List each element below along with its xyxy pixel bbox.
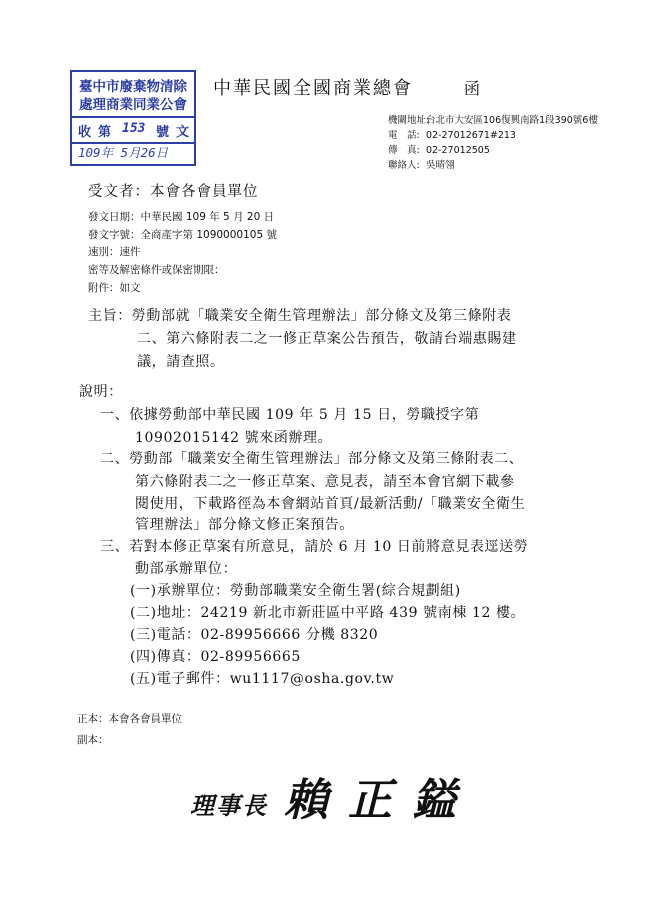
explanation-item-1-line-1: 一、依據勞動部中華民國 109 年 5 月 15 日，勞職授字第 <box>100 407 480 423</box>
explanation-item-2-line-1: 二、勞動部「職業安全衛生管理辦法」部分條文及第三條附表二、 <box>100 451 524 467</box>
signature-name: 賴正鎰 <box>284 775 476 826</box>
explanation-item-1-line-2: 10902015142 號來函辦理。 <box>135 430 333 446</box>
explanation-sub-1: (一)承辦單位：勞動部職業安全衛生署(綜合規劃組) <box>130 583 461 599</box>
explanation-item-2-line-4: 管理辦法」部分條文修正案預告。 <box>135 517 354 533</box>
original-recipients: 正本：本會各會員單位 <box>77 713 182 725</box>
explanation-item-3-line-1: 三、若對本修正草案有所意見，請於 6 月 10 日前將意見表逕送勞 <box>100 539 529 555</box>
stamp-number: 153 <box>122 121 146 136</box>
explanation-sub-4: (四)傳真：02-89956665 <box>130 649 301 665</box>
contact-fax-value: 02-27012505 <box>426 145 490 156</box>
issue-date: 發文日期：中華民國 109 年 5 月 20 日 <box>88 211 275 223</box>
stamp-receipt-row <box>72 116 194 144</box>
stamp-di: 第 <box>98 125 112 140</box>
subject-line-2: 二、第六條附表二之一修正草案公告預告，敬請台端惠賜建 <box>137 331 517 347</box>
stamp-wen: 文 <box>176 125 190 140</box>
explanation-item-2-line-2: 第六條附表二之一修正草案、意見表，請至本會官網下載參 <box>135 474 515 490</box>
copy-recipients: 副本： <box>77 734 109 746</box>
stamp-org-line1: 臺中市廢棄物清除 <box>79 79 187 95</box>
recipient: 受文者：本會各會員單位 <box>88 184 259 200</box>
signature-title: 理事長 <box>190 791 268 820</box>
contact-phone-label: 電 話: <box>388 130 420 141</box>
issue-number: 發文字號：全商產字第 1090000105 號 <box>88 229 277 241</box>
contact-person <box>388 157 455 171</box>
attachment: 附件：如文 <box>88 282 141 294</box>
contact-address <box>388 112 598 126</box>
explanation-sub-3: (三)電話：02-89956666 分機 8320 <box>130 627 379 643</box>
document-type: 函 <box>464 79 481 98</box>
speed: 速別：速件 <box>88 246 141 258</box>
explanation-item-2-line-3: 閱使用，下載路徑為本會網站首頁/最新活動/「職業安全衛生 <box>135 496 526 512</box>
stamp-org-line2: 處理商業同業公會 <box>79 97 187 113</box>
subject-line-1: 主旨：勞動部就「職業安全衛生管理辦法」部分條文及第三條附表 <box>88 308 512 324</box>
explanation-sub-5: (五)電子郵件：wu1117@osha.gov.tw <box>130 671 395 687</box>
stamp-hao: 號 <box>156 125 170 140</box>
subject-line-3: 議，請查照。 <box>137 354 225 370</box>
contact-fax <box>388 142 490 156</box>
contact-fax-label: 傳 真: <box>388 145 420 156</box>
security-level: 密等及解密條件或保密期限： <box>88 264 225 276</box>
contact-address-value: 台北市大安區106復興南路1段390號6樓 <box>426 115 598 126</box>
explanation-item-3-line-2: 動部承辦單位： <box>135 561 238 577</box>
issuing-organization: 中華民國全國商業總會 <box>213 78 413 99</box>
contact-address-label: 機關地址: <box>388 115 430 126</box>
receipt-stamp <box>70 70 196 166</box>
contact-phone <box>388 127 516 141</box>
contact-person-label: 聯絡人: <box>388 160 420 171</box>
stamp-date: 109年 5月26日 <box>78 145 169 160</box>
contact-phone-value: 02-27012671#213 <box>426 130 516 141</box>
contact-person-value: 吳晴翎 <box>426 160 455 171</box>
explanation-sub-2: (二)地址：24219 新北市新莊區中平路 439 號南棟 12 樓。 <box>130 605 526 621</box>
explanation-heading: 說明： <box>79 384 123 400</box>
stamp-shou: 收 <box>78 125 92 140</box>
